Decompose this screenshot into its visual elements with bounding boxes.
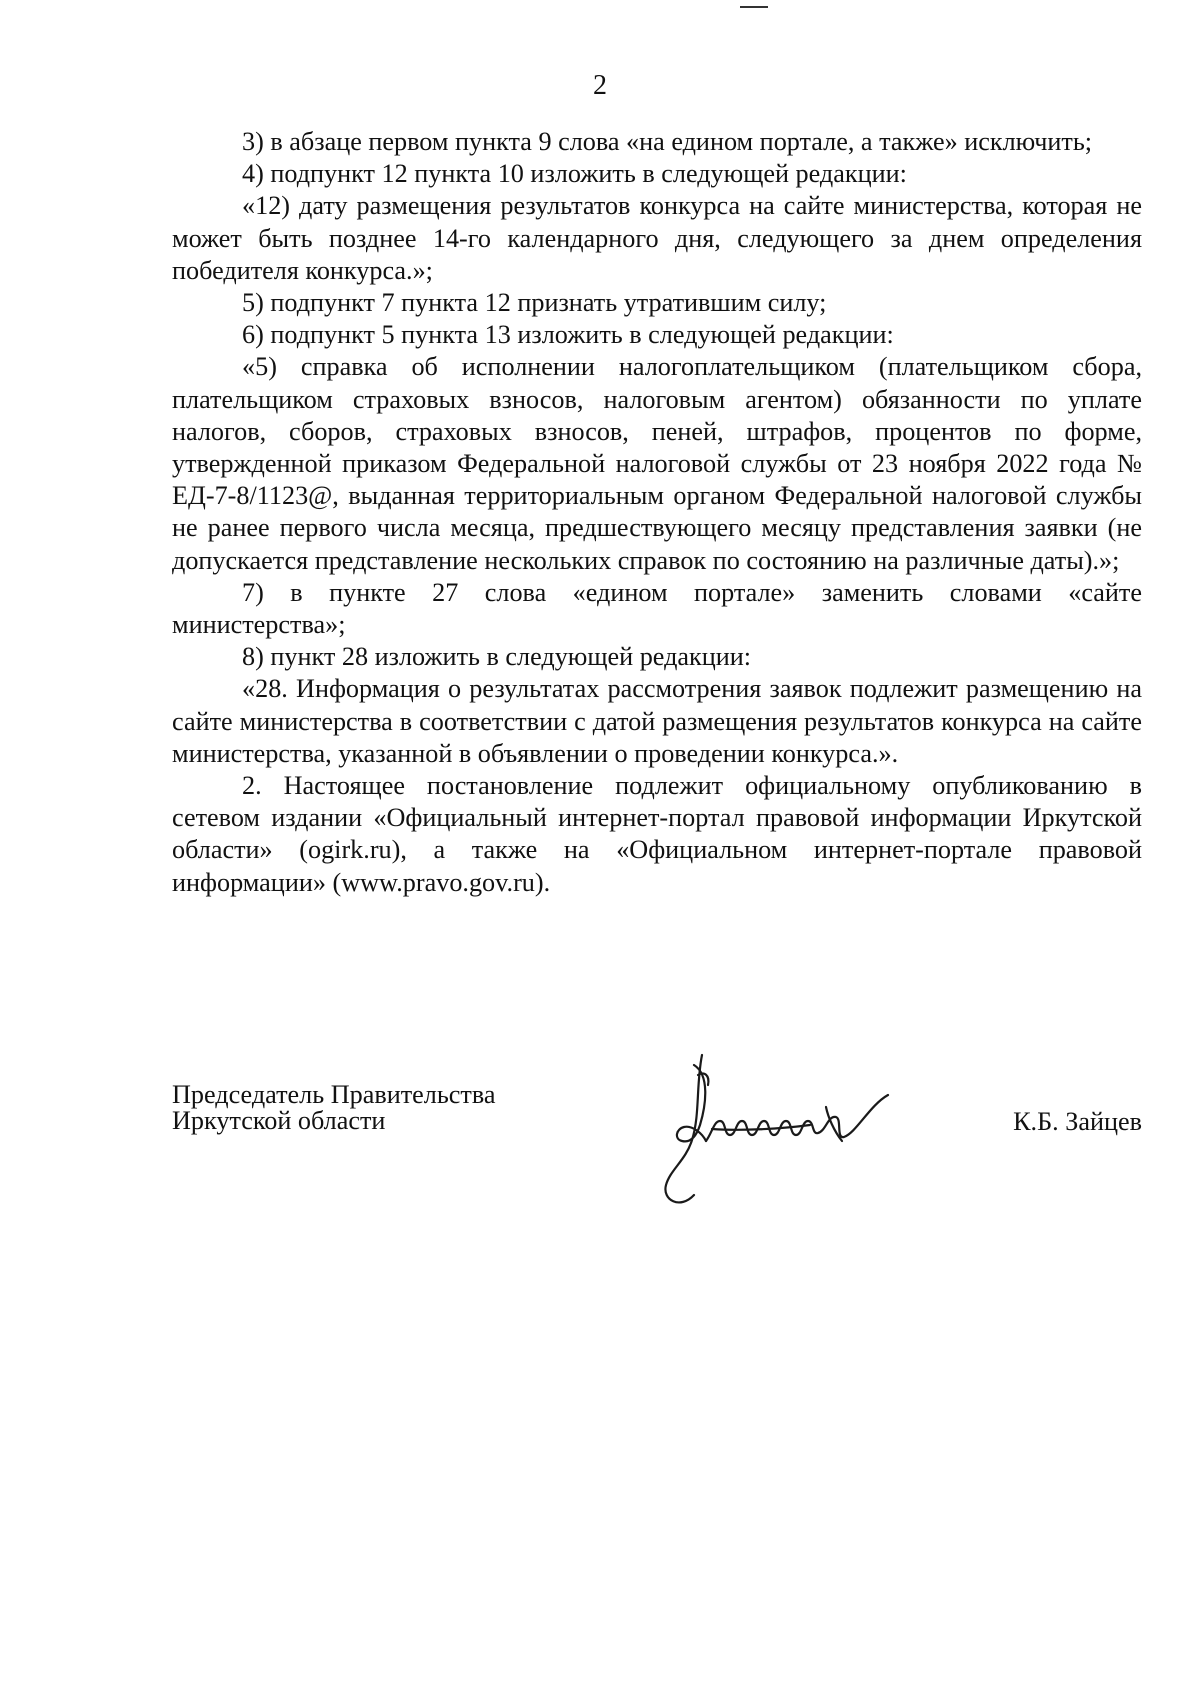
paragraph-clause-2: 2. Настоящее постановление подлежит официальному опубликованию в сетевом издании «Официальный интернет-портал правовой информации Иркутской области» (ogirk.ru), а также на «Официальном интернет-портале правовой информации» (www.pravo.gov.ru). <box>172 771 1142 897</box>
paragraph-item-6: 6) подпункт 5 пункта 13 изложить в следующей редакции: <box>242 320 894 350</box>
paragraph-quote-28: «28. Информация о результатах рассмотрения заявок подлежит размещению на сайте министерства в соответствии с датой размещения результатов конкурса на сайте министерства, указанной в объявлении о проведении конкурса.». <box>172 674 1142 768</box>
top-scan-mark <box>740 6 768 8</box>
paragraph-item-4: 4) подпункт 12 пункта 10 изложить в следующей редакции: <box>242 159 907 189</box>
signatory-title-line-1: Председатель Правительства <box>172 1080 496 1109</box>
signatory-name: К.Б. Зайцев <box>1013 1107 1142 1136</box>
handwritten-signature <box>650 1045 920 1215</box>
paragraph-item-7: 7) в пункте 27 слова «едином портале» заменить словами «сайте министерства»; <box>172 577 1142 640</box>
page-number: 2 <box>593 70 607 101</box>
paragraph-quote-12: «12) дату размещения результатов конкурса на сайте министерства, которая не может быть позднее 14-го календарного дня, следующего за днем определения победителя конкурса.»; <box>172 191 1142 285</box>
paragraph-quote-5: «5) справка об исполнении налогоплательщиком (плательщиком сбора, плательщиком страховых взносов, налоговым агентом) обязанности по уплате налогов, сборов, страховых взносов, пеней, штрафов, процентов по форме, утвержденной приказом Федеральной налоговой службы от 23 ноября 2022 года № ЕД-7-8/1123@, выданная территориальным органом Федеральной налоговой службы не ранее первого числа месяца, предшествующего месяцу представления заявки (не допускается представление нескольких справок по состоянию на различные даты).»; <box>172 352 1142 575</box>
paragraph-item-8: 8) пункт 28 изложить в следующей редакции: <box>242 642 752 672</box>
document-body <box>172 126 1142 899</box>
signatory-title <box>172 1082 496 1134</box>
signatory-title-line-2: Иркутской области <box>172 1106 386 1135</box>
paragraph-item-3: 3) в абзаце первом пункта 9 слова «на едином портале, а также» исключить; <box>242 127 1093 156</box>
paragraph-item-5: 5) подпункт 7 пункта 12 признать утратившим силу; <box>242 288 827 318</box>
